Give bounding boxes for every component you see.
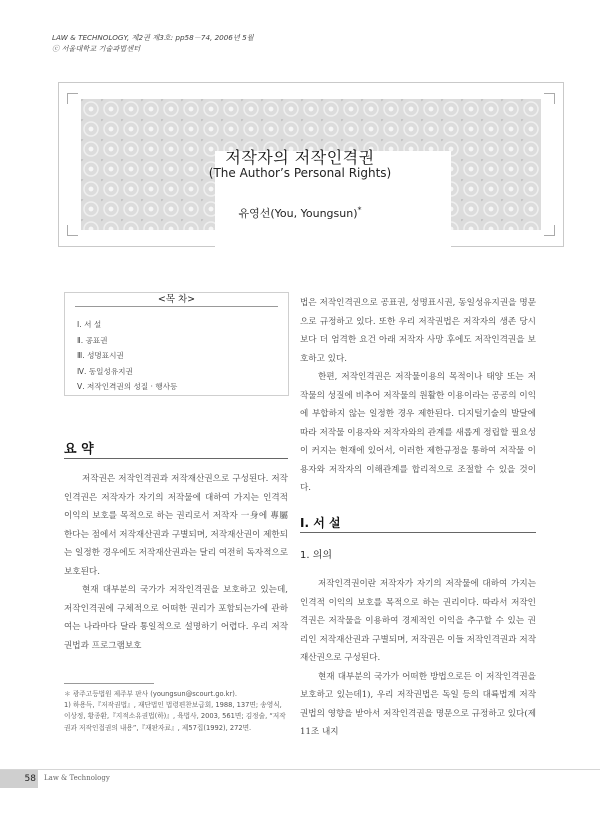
footnote: 1) 하용득,『저작권법』, 재단법인 법령편찬보급회, 1988, 137면; 송영식, 이상정, 황종환,『지적소유권법(하)』, 육법사, 2003, 561면; 김정술, “저작권과 저작인접권의 내용”,『재판자료』, 제57집(1992), 272면.: [64, 701, 286, 732]
toc-item: Ⅰ. 서 설: [77, 320, 102, 329]
corner-ornament: [544, 93, 555, 104]
article-english-title: (The Author’s Personal Rights): [208, 166, 392, 180]
body-paragraph: 법은 저작인격권으로 공표권, 성명표시권, 동일성유지권을 명문으로 규정하고 있다. 또한 우리 저작권법은 저작자의 생존 당시보다 더 엄격한 요건 아래 저작자 사망 후에도 저작인격권을 보호하고 있다.: [300, 298, 536, 364]
journal-citation: LAW & TECHNOLOGY, 제2권 제3호: pp58－74, 2006년 5월: [52, 33, 254, 42]
article-title: 저작자의 저작인격권: [225, 148, 375, 167]
abstract-paragraph: 저작권은 저작인격권과 저작재산권으로 구성된다. 저작인격권은 저작자가 자기의 저작물에 대하여 가지는 인격적 이익의 보호를 목적으로 하는 권리로서 저작자 一身에 專屬한다는 점에서 저작재산권과 구별되며, 저작재산권이 제한되는 일정한 경우에도 저작재산권과는 달리 여전히 독자적으로 보호된다.: [64, 474, 288, 577]
journal-header: [52, 32, 254, 54]
abstract-heading: 요 약: [64, 442, 94, 457]
toc-item: Ⅱ. 공표권: [77, 335, 108, 345]
toc-item: Ⅴ. 저작인격권의 성질 · 행사등: [77, 382, 178, 391]
body-paragraph: 현재 대부분의 국가가 어떠한 방법으로든 이 저작인격권을 보호하고 있는데1), 우리 저작권법은 독일 등의 대륙법계 저작권법의 영향을 받아서 저작인격권을 명문으로 규정하고 있다(제11조 내지: [300, 671, 536, 737]
footnotes: [64, 689, 288, 734]
toc-heading: <목 차>: [157, 294, 196, 305]
section-body: [300, 575, 536, 742]
abstract-divider: [64, 458, 288, 459]
section-divider: [300, 532, 536, 533]
toc-item: Ⅲ. 성명표시권: [77, 351, 124, 360]
toc-list: [77, 317, 177, 395]
corner-ornament: [544, 225, 555, 236]
table-of-contents: [64, 292, 289, 396]
footnote: ＊ 광주고등법원 제주부 판사 (youngsun@scourt.go.kr).: [64, 690, 237, 698]
page-number: 58: [0, 770, 38, 788]
toc-item: Ⅳ. 동일성유지권: [77, 366, 133, 376]
corner-ornament: [67, 225, 78, 236]
abstract-body: [64, 470, 288, 655]
toc-divider: [75, 306, 278, 307]
corner-ornament: [67, 93, 78, 104]
section-heading: Ⅰ. 서 설: [300, 516, 341, 530]
subsection-heading: 1. 의의: [300, 550, 333, 561]
footer-divider: [0, 769, 600, 770]
journal-copyright: ⓒ 서울대학교 기술과법센터: [52, 44, 141, 53]
abstract-continued: [300, 294, 536, 498]
article-author: [0, 205, 600, 221]
author-name: 유영선(You, Youngsun): [238, 207, 358, 220]
body-paragraph: 저작인격권이란 저작자가 자기의 저작물에 대하여 가지는 인격적 이익의 보호를 목적으로 하는 권리이다. 따라서 저작인격권은 저작물을 이용하여 경제적인 이익을 추구할 수 있는 권리인 저작재산권과 구별되며, 저작권은 이들 저작인격권과 저작재산권으로 구성된다.: [300, 579, 536, 663]
body-paragraph: 한편, 저작인격권은 저작물이용의 목적이나 태양 또는 저작물의 성질에 비추어 저작물의 원활한 이용이라는 공공의 이익에 부합하지 않는 일정한 경우 제한된다. 디지털기술의 발달에 따라 저작물 이용자와 저작자와의 관계를 새롭게 정립할 필요성이 커지는 현재에 있어서, 이러한 제한규정을 통하여 저작물 이용자와 저작자의 이해관계를 합리적으로 조절할 수 있을 것이다.: [300, 372, 536, 493]
footer-journal-name: Law & Technology: [44, 774, 110, 782]
author-footnote-mark: *: [357, 205, 362, 215]
footnote-divider: [64, 683, 154, 684]
abstract-paragraph: 현재 대부분의 국가가 저작인격권을 보호하고 있는데, 저작인격권에 구체적으로 어떠한 권리가 포함되는가에 관하여는 나라마다 달라 통일적으로 설명하기 어렵다. 우리 저작권법과 프로그램보호: [64, 585, 288, 651]
